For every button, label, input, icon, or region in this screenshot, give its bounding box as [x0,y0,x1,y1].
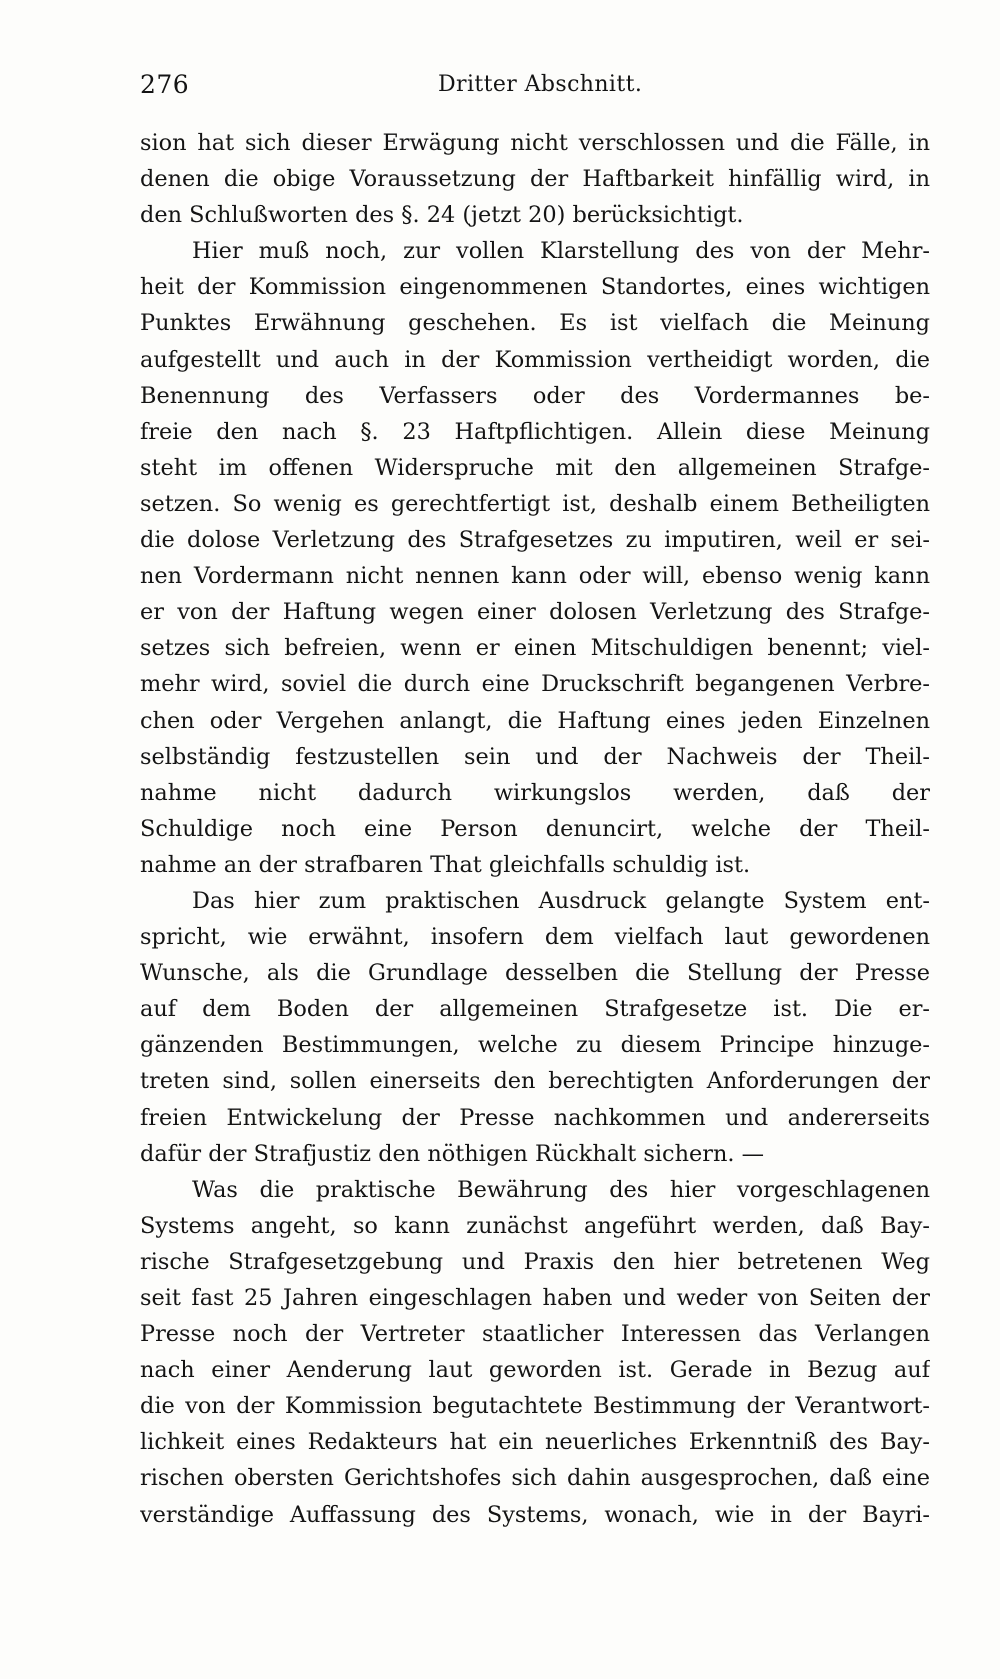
text-line: verständige Auffassung des Systems, wonach, wie in der Bayri- [140,1501,930,1528]
text-line: sion hat sich dieser Erwägung nicht verschlossen und die Fälle, in [140,130,930,156]
text-line: rischen obersten Gerichtshofes sich dahin ausgesprochen, daß eine [140,1465,930,1492]
text-line: rische Strafgesetzgebung und Praxis den hier betretenen Weg [140,1248,930,1275]
page-header [140,70,930,106]
text-line: er von der Haftung wegen einer dolosen Verletzung des Strafge- [140,599,930,626]
text-line: denen die obige Voraussetzung der Haftbarkeit hinfällig wird, in [140,166,930,193]
page-number: 276 [140,70,190,99]
text-line: steht im offenen Widerspruche mit den allgemeinen Strafge- [140,454,930,481]
text-line: seit fast 25 Jahren eingeschlagen haben und weder von Seiten der [140,1285,930,1311]
text-line: dafür der Strafjustiz den nöthigen Rückhalt sichern. — [140,1140,764,1167]
text-line: Punktes Erwähnung geschehen. Es ist vielfach die Meinung [140,310,930,337]
text-line: Benennung des Verfassers oder des Vordermannes be- [140,382,930,409]
text-line: freien Entwickelung der Presse nachkommen und andererseits [140,1104,930,1131]
text-line: spricht, wie erwähnt, insofern dem vielfach laut gewordenen [140,924,930,951]
text-line: nahme an der strafbaren That gleichfalls schuldig ist. [140,851,751,878]
text-line: setzes sich befreien, wenn er einen Mitschuldigen benennt; viel- [140,635,930,662]
text-line: die von der Kommission begutachtete Bestimmung der Verantwort- [140,1393,930,1420]
text-line: lichkeit eines Redakteurs hat ein neuerliches Erkenntniß des Bay- [140,1429,930,1456]
text-line: den Schlußworten des §. 24 (jetzt 20) berücksichtigt. [140,202,744,229]
text-line: freie den nach §. 23 Haftpflichtigen. Allein diese Meinung [140,418,930,445]
text-line: Systems angeht, so kann zunächst angeführt werden, daß Bay- [140,1212,930,1239]
text-line: nahme nicht dadurch wirkungslos werden, daß der [140,779,930,806]
text-line: Das hier zum praktischen Ausdruck gelangte System ent- [192,887,930,914]
text-line: setzen. So wenig es gerechtfertigt ist, deshalb einem Betheiligten [140,490,930,517]
text-line: Wunsche, als die Grundlage desselben die Stellung der Presse [140,960,930,987]
text-line: die dolose Verletzung des Strafgesetzes zu imputiren, weil er sei- [140,527,930,554]
text-line: treten sind, sollen einerseits den berechtigten Anforderungen der [140,1068,930,1095]
text-line: Hier muß noch, zur vollen Klarstellung des von der Mehr- [192,238,930,265]
text-line: mehr wird, soviel die durch eine Druckschrift begangenen Verbre- [140,671,930,698]
text-line: Schuldige noch eine Person denuncirt, welche der Theil- [140,815,930,842]
text-line: heit der Kommission eingenommenen Standortes, eines wichtigen [140,274,930,301]
page-body [140,125,930,1533]
text-line: nen Vordermann nicht nennen kann oder will, ebenso wenig kann [140,563,930,590]
text-line: selbständig festzustellen sein und der Nachweis der Theil- [140,743,930,770]
text-line: chen oder Vergehen anlangt, die Haftung eines jeden Einzelnen [140,707,930,734]
text-line: nach einer Aenderung laut geworden ist. Gerade in Bezug auf [140,1357,930,1384]
text-line: Presse noch der Vertreter staatlicher Interessen das Verlangen [140,1321,930,1348]
text-line: gänzenden Bestimmungen, welche zu diesem Principe hinzuge- [140,1032,930,1059]
text-line: auf dem Boden der allgemeinen Strafgesetze ist. Die er- [140,996,930,1023]
text-line: aufgestellt und auch in der Kommission vertheidigt worden, die [140,346,930,373]
running-head: Dritter Abschnitt. [438,72,643,97]
text-line: Was die praktische Bewährung des hier vorgeschlagenen [192,1176,930,1203]
